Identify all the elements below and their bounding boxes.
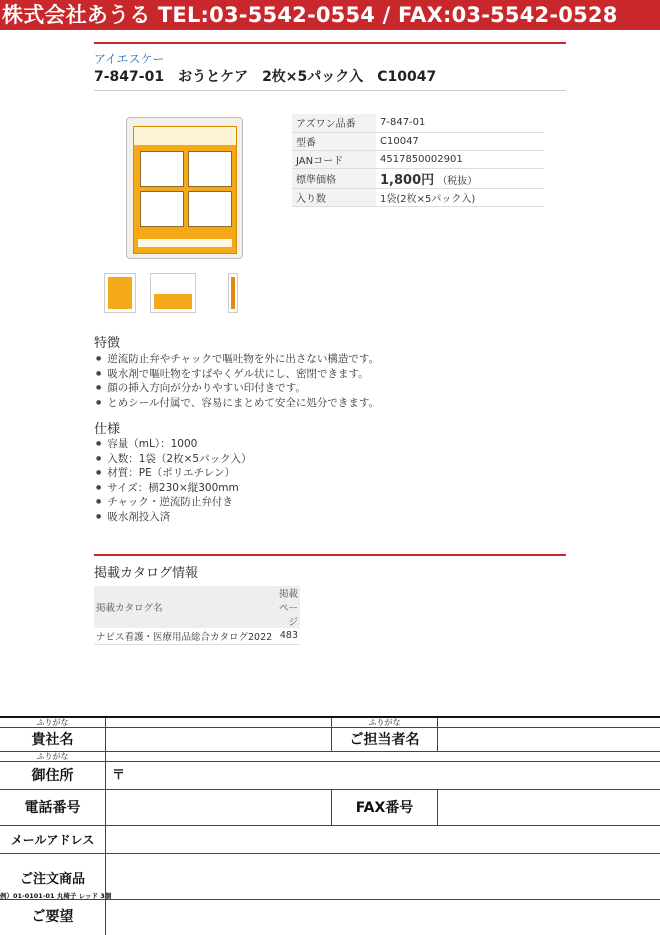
spec-key: JANコード bbox=[292, 150, 376, 168]
catalog-divider bbox=[94, 554, 566, 556]
catalog-page-header: 掲載ページ bbox=[274, 586, 300, 628]
order-field[interactable] bbox=[106, 854, 660, 900]
spec-value: 7-847-01 bbox=[376, 114, 544, 132]
list-item: ● 入数：1袋（2枚×5パック入） bbox=[96, 452, 252, 467]
catalog-page: 483 bbox=[274, 628, 300, 644]
order-label-cell bbox=[0, 854, 112, 900]
list-item: ● 材質：PE（ポリエチレン） bbox=[96, 466, 252, 481]
maker-link[interactable]: アイエスケー bbox=[94, 52, 165, 66]
specs-heading: 仕様 bbox=[94, 422, 121, 437]
furigana-label: ふりがな bbox=[0, 718, 106, 728]
person-field[interactable] bbox=[438, 728, 660, 752]
person-furigana-field[interactable] bbox=[438, 718, 660, 728]
furigana-label: ふりがな bbox=[0, 752, 106, 762]
price-tax-note: （税抜） bbox=[437, 175, 478, 187]
spec-value: 1袋(2枚×5パック入) bbox=[376, 188, 544, 206]
catalog-name-header: 掲載カタログ名 bbox=[94, 586, 274, 628]
email-label: メールアドレス bbox=[0, 826, 106, 854]
person-label: ご担当者名 bbox=[332, 728, 438, 752]
request-field[interactable] bbox=[106, 900, 660, 935]
spec-key: 標準価格 bbox=[292, 168, 376, 188]
features-heading: 特徴 bbox=[94, 336, 121, 351]
header-divider bbox=[94, 42, 566, 44]
list-item: ● 吸水剤投入済 bbox=[96, 510, 252, 525]
address-label: 御住所 bbox=[0, 762, 106, 790]
table-row bbox=[94, 628, 300, 644]
company-furigana-field[interactable] bbox=[106, 718, 332, 728]
email-field[interactable] bbox=[106, 826, 660, 854]
address-furigana-field[interactable] bbox=[106, 752, 660, 762]
specs-list bbox=[96, 437, 252, 525]
product-title: 7-847-01 おうとケア 2枚×5パック入 C10047 bbox=[94, 69, 437, 85]
product-package-illustration bbox=[133, 126, 237, 254]
phone-field[interactable] bbox=[106, 790, 332, 826]
company-field[interactable] bbox=[106, 728, 332, 752]
price-value: 1,800円 bbox=[380, 172, 435, 188]
list-item: ● チャック・逆流防止弁付き bbox=[96, 495, 252, 510]
features-list bbox=[96, 352, 379, 410]
thumbnail-3[interactable] bbox=[228, 273, 238, 313]
spec-row bbox=[292, 114, 544, 132]
order-label: ご注文商品 bbox=[19, 872, 85, 887]
spec-table bbox=[292, 114, 544, 207]
address-field[interactable] bbox=[106, 762, 660, 790]
spec-value: C10047 bbox=[376, 132, 544, 150]
contact-banner: 株式会社あうる TEL:03-5542-0554 / FAX:03-5542-0528 bbox=[0, 0, 660, 30]
spec-row bbox=[292, 150, 544, 168]
catalog-name: ナビス看護・医療用品総合カタログ2022 bbox=[94, 628, 274, 644]
request-label: ご要望 bbox=[0, 900, 106, 935]
list-item: ● サイズ：横230×縦300mm bbox=[96, 481, 252, 496]
order-form bbox=[0, 716, 660, 935]
spec-key: 型番 bbox=[292, 132, 376, 150]
list-item: ● とめシール付属で、容易にまとめて安全に処分できます。 bbox=[96, 396, 379, 411]
furigana-label: ふりがな bbox=[332, 718, 438, 728]
postal-mark: 〒 bbox=[112, 768, 126, 783]
fax-label: FAX番号 bbox=[332, 790, 438, 826]
spec-row bbox=[292, 168, 544, 188]
order-example: 例）01-0101-01 丸椅子 レッド 3個 bbox=[0, 892, 112, 900]
list-item: ● 顔の挿入方向が分かりやすい印付きです。 bbox=[96, 381, 379, 396]
fax-field[interactable] bbox=[438, 790, 660, 826]
list-item: ● 容量（mL）：1000 bbox=[96, 437, 252, 452]
spec-row bbox=[292, 132, 544, 150]
spec-key: 入り数 bbox=[292, 188, 376, 206]
spec-row bbox=[292, 188, 544, 206]
thumbnail-1[interactable] bbox=[104, 273, 136, 313]
spec-key: アズワン品番 bbox=[292, 114, 376, 132]
catalog-table bbox=[94, 586, 300, 645]
product-main-image[interactable] bbox=[126, 117, 243, 259]
list-item: ● 吸水剤で嘔吐物をすばやくゲル状にし、密閉できます。 bbox=[96, 367, 379, 382]
spec-value: 4517850002901 bbox=[376, 150, 544, 168]
list-item: ● 逆流防止弁やチャックで嘔吐物を外に出さない構造です。 bbox=[96, 352, 379, 367]
title-divider bbox=[94, 90, 566, 91]
price-cell bbox=[376, 168, 544, 188]
thumbnail-2[interactable] bbox=[150, 273, 196, 313]
catalog-heading: 掲載カタログ情報 bbox=[94, 566, 199, 581]
company-label: 貴社名 bbox=[0, 728, 106, 752]
phone-label: 電話番号 bbox=[0, 790, 106, 826]
